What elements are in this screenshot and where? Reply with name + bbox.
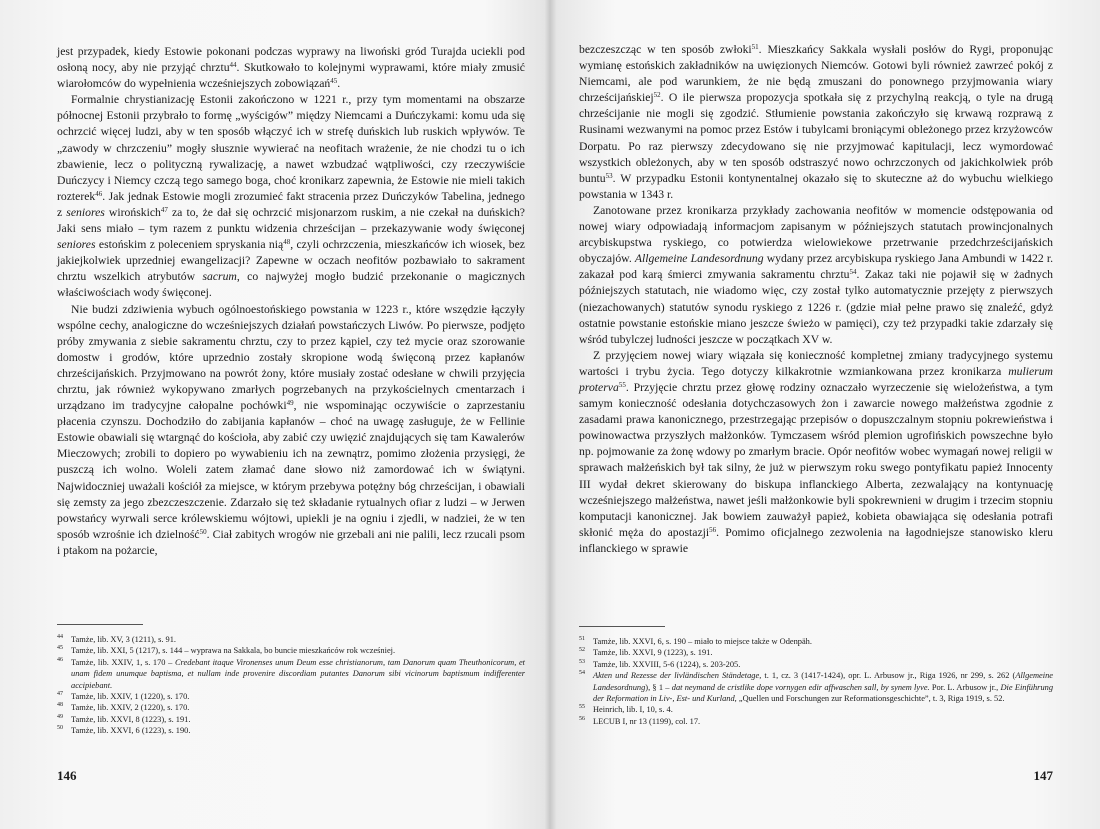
page-number: 146 xyxy=(57,768,77,783)
italic-text: Die Einführung der Reformation in Liv-, Est- und Kurland xyxy=(593,682,1054,704)
text-run: Nie budzi zdziwienia wybuch ogólnoestońskiego powstania w 1223 r., które wszędzie łączyły wspólne cechy, analogiczne do wcześniejszych działań powstańczych Liwów. Po pierwsze, podjęto próby zmywania z siebie sakramentu chrztu, czy to przez kąpiel, czy też mycie oraz szorowanie domostw i grodów, które uprzednio zostały skropione wodą święconą przez kapłanów chrześcijańskich. Przyjmowano na powrót żony, które musiały zostać odesłane w chwili przyjęcia chrztu, jak również wykopywano zmarłych pogrzebanych na przykościelnych cmentarzach i urządzano im tradycyjne całopalne pochówki xyxy=(57,302,525,413)
italic-text: Allgemeine Landesordnung xyxy=(593,671,1053,692)
text-run: wydany przez arcybiskupa ryskiego Jana Ambundi w 1422 r. zakazał pod karą śmierci zmywania sakramentu chrztu xyxy=(579,252,1054,282)
footnote-ref: 48 xyxy=(283,238,291,247)
footnote-ref: 47 xyxy=(160,205,168,214)
footnote-ref: 54 xyxy=(849,268,857,277)
italic-text: Akten und Rezesse der livländischen Ständetage xyxy=(593,671,760,681)
italic-text: Credebant itaque Vironenses unum Deum esse christianorum, tam Danorum quam Theuthonicorum, et unam fidem unumque baptisma, et nullam inde provenire discordiam putantes Danorum sibi vicinorum baptismum indifferenter accipiebant. xyxy=(71,657,525,690)
text-run: . Pomimo oficjalnego zezwolenia na łagodniejsze stanowisko kleru inflanckiego w sprawie xyxy=(579,525,1053,555)
text-run: . Mieszkańcy Sakkala wysłali posłów do Rygi, proponując wymianę estońskich zakładników na uwięzionych Niemców. Gotowi byli również zawrzeć pokój z Niemcami, ale pod warunkiem, że nie będą zmuszani do ponownego przyjmowania wiary chrześcijańskiej xyxy=(579,43,1053,105)
text-run: bezczeszcząc w ten sposób zwłoki xyxy=(579,43,752,56)
footnote-text: , t. 1, cz. 3 (1417-1424), opr. L. Arbusow jr., Riga 1926, nr 299, s. 262 ( xyxy=(759,671,1016,681)
footnote-number: 50 xyxy=(57,725,63,732)
footnote-number: 46 xyxy=(57,656,63,663)
footnote-number: 47 xyxy=(57,691,63,698)
footnote-number: 44 xyxy=(57,634,63,640)
footnote-ref: 52 xyxy=(653,91,661,100)
footnote-ref: 46 xyxy=(95,189,103,198)
paragraph xyxy=(579,348,1053,557)
footnote-text: Tamże, lib. XXVI, 6, s. 190 – miało to miejsce także w Odenpäh. xyxy=(593,637,812,646)
text-run: . Skutkowało to kolejnymi wyprawami, które miały zmusić wiarołomców do wypełnienia wcześniejszych zobowiązań xyxy=(57,61,525,91)
text-run: , czyli ochrzczenia, mieszkańców ich wiosek, bez jakiejkolwiek uprzedniej ewangelizacji? Zapewne w oczach neofitów pozbawiało to sakrament chrztu wszelkich atrybutów xyxy=(57,238,525,284)
footnote-number: 45 xyxy=(57,645,63,652)
footnote-text: Tamże, lib. XXVI, 6 (1223), s. 190. xyxy=(71,726,191,736)
text-run: Zanotowane przez kronikarza przykłady zachowania neofitów w momencie odstępowania od nowej wiary odpowiadają informacjom zapisanym w późniejszych statutach prowincjonalnych arcybiskupstwa ryskiego, co potwierdza wielowiekowe przetrwanie przedchrześcijańskich obyczajów. xyxy=(579,203,1053,266)
footnote-ref: 51 xyxy=(751,43,759,51)
footnote-text: ), § 1 – xyxy=(645,682,672,692)
footnote xyxy=(579,704,1053,715)
paragraph xyxy=(57,302,525,560)
paragraph xyxy=(579,203,1053,348)
main-text xyxy=(579,42,1053,557)
main-text xyxy=(57,44,525,559)
paragraph xyxy=(57,44,525,92)
footnote xyxy=(57,702,525,713)
text-run: . Przyjęcie chrztu przez głowę rodziny oznaczało wyrzeczenie się wielożeństwa, a tym samym konieczność odesłania dotychczasowych żon i zawarcie nowego małżeństwa zgodnie z zasadami prawa kanonicznego, przestrzegając przepisów o dopuszczalnym stopniu pokrewieństwa i powinowactwa przyszłych małżonków. Tymczasem wśród plemion ugrofińskich powszechne było np. pojmowanie za żonę wdowy po zmarłym bracie. Opór neofitów wobec wymagań nowej religii w sprawach małżeńskich był tak silny, że już w pierwszym roku swego pontyfikatu papież Innocenty III wydał dekret skierowany do biskupa inflanckiego Alberta, zezwalający na kontynuację wcześniejszego małżeństwa, nawet jeśli małżonkowie byli spokrewnieni w drugim i trzecim stopniu komputacji kanonicznej. Jak bowiem zauważył papież, kobieta obawiająca się odesłania potrafi skłonić męża do apostazji xyxy=(579,380,1053,539)
footnote-text: Tamże, lib. XXI, 5 (1217), s. 144 – wyprawa na Sakkala, bo buncie mieszkańców rok wcześniej. xyxy=(71,646,396,656)
footnote-number: 55 xyxy=(579,704,585,711)
text-run: . W przypadku Estonii kontynentalnej okazało się to skuteczne aż do wybuchu wielkiego powstania w 1343 r. xyxy=(579,171,1053,201)
footnote-number: 48 xyxy=(57,702,63,709)
footnote xyxy=(57,725,525,736)
footnote-text: Tamże, lib. XXIV, 1 (1220), s. 170. xyxy=(71,692,190,702)
italic-text: Allgemeine Landesordnung xyxy=(634,252,764,266)
italic-text: sacrum xyxy=(202,270,237,284)
text-run: . O ile pierwsza propozycja spotkała się z przychylną reakcją, o tyle na drugą chrześcijanie nie mogli się zgodzić. Stłumienie powstania zakończyło się krwawą rozprawą z Rusinami wezwanymi na pomoc przez Estów i tubylcami broniącymi obleżonego przez krzyżowców Dorpatu. Po raz pierwszy zdecydowano się nie przyjmować kapitulacji, lecz wymordować wszystkich obleżonych, aby w ten sposób odstraszyć nowo ochrzczonych od jakichkolwiek prób buntu xyxy=(579,91,1053,185)
footnote-number: 53 xyxy=(579,658,585,665)
footnote-text: Tamże, lib. XXVI, 9 (1223), s. 191. xyxy=(593,648,713,658)
footnote-text: Tamże, lib. XXVIII, 5-6 (1224), s. 203-205. xyxy=(593,659,741,669)
footnote-text: Por. L. Arbusow jr., xyxy=(929,682,1001,692)
footnote xyxy=(579,716,1053,727)
footnote xyxy=(57,645,525,656)
text-run: jest przypadek, kiedy Estowie pokonani podczas wyprawy na liwoński gród Turajda uciekli pod osłoną nocy, aby nie przyjąć chrztu xyxy=(57,45,525,75)
paragraph xyxy=(579,42,1053,203)
footnote xyxy=(57,714,525,725)
footnote-ref: 56 xyxy=(709,525,717,534)
text-run: . Zakaz taki nie pojawił się w żadnych późniejszych statutach, nie wiadomo więc, czy został tylko automatycznie przejęty z pierwszych (niezachowanych) statutów synodu ryskiego z 1226 r. (gdzie miał pełne prawo się znaleźć, gdyż ostatnie powstanie estońskie miano jeszcze świeżo w pamięci), czy też przypadki takie zdarzały się wśród tubylczej ludności jeszcze w początkach XV w. xyxy=(579,268,1053,346)
footnote-rule xyxy=(579,626,665,627)
footnotes xyxy=(57,634,525,737)
footnote xyxy=(579,647,1053,658)
text-run: wirońskich xyxy=(104,205,161,219)
footnote-number: 51 xyxy=(579,636,585,642)
footnote-text: Tamże, lib. XXIV, 2 (1220), s. 170. xyxy=(71,703,190,713)
footnote-ref: 45 xyxy=(330,77,338,86)
footnote xyxy=(57,634,525,645)
footnote-ref: 53 xyxy=(605,171,613,180)
footnote-number: 52 xyxy=(579,647,585,654)
footnote-text: , „Quellen und Forschungen zur Reformationsgeschichte”, t. 3, Riga 1919, s. 52. xyxy=(734,694,1005,704)
left-page xyxy=(0,0,549,829)
text-run: Formalnie chrystianizację Estonii zakończono w 1221 r., przy tym momentami na obszarze północnej Estonii przybrało to formę „wyścigów” między Niemcami a Duńczykami: komu uda się ochrzcić więcej ludzi, aby w ten sposób włączyć ich w strefę duńskich lub ruskich wpływów. Te „zawody w chrzczeniu” mogły słusznie wywierać na neofitach wrażenie, że nie chodzi tu o ich zbawienie, lecz o polityczną rywalizację, a nawet wzbudzać wątpliwości, czy rzeczywiście Duńczycy i Niemcy czczą tego samego boga, choć kronikarz zapewnia, że Estowie nie mieli takich rozterek xyxy=(57,93,525,203)
footnote-ref: 44 xyxy=(229,61,237,70)
italic-text: mulierum proterva xyxy=(579,364,1053,394)
footnote-number: 54 xyxy=(579,670,585,677)
footnote-ref: 55 xyxy=(618,380,626,389)
footnote-number: 56 xyxy=(579,715,585,722)
text-run: za to, że dał się ochrzcić misjonarzom ruskim, a nie czekał na duńskich? Jaki sens miało – tym razem z punktu widzenia chrześcijan – przekazywanie wody święconej xyxy=(57,205,525,236)
text-run: . Ciał zabitych wrogów nie grzebali ani nie palili, lecz rzucali psom i ptakom na pożarcie, xyxy=(57,527,526,557)
paragraph xyxy=(57,92,525,301)
footnote xyxy=(579,636,1053,647)
text-run: . xyxy=(337,77,341,91)
italic-text: dat neymand de cristlike dope vornygen edir affwaschen sall, by synem lyve. xyxy=(671,682,930,692)
footnote-ref: 50 xyxy=(199,527,207,536)
footnote-rule xyxy=(57,624,143,625)
italic-text: seniores xyxy=(57,238,96,252)
footnote-text: Tamże, lib. XXIV, 1, s. 170 – xyxy=(71,657,175,667)
footnote-text: Tamże, lib. XXVI, 8 (1223), s. 191. xyxy=(71,714,191,724)
footnote-text: Heinrich, lib. I, 10, s. 4. xyxy=(593,705,673,715)
right-page xyxy=(551,0,1100,829)
footnote xyxy=(57,657,525,691)
footnote xyxy=(579,659,1053,670)
footnote xyxy=(579,670,1053,704)
footnote-ref: 49 xyxy=(286,399,294,408)
text-run: , co najwyżej mogło budzić przekonanie o magicznych właściwościach wody święconej. xyxy=(57,270,526,300)
footnote-text: Tamże, lib. XV, 3 (1211), s. 91. xyxy=(71,635,177,644)
italic-text: seniores xyxy=(66,205,105,219)
footnote-text: LECUB I, nr 13 (1199), col. 17. xyxy=(593,716,701,726)
text-run: estońskim z poleceniem spryskania nią xyxy=(95,238,284,252)
footnotes xyxy=(579,636,1053,727)
footnote-number: 49 xyxy=(57,713,63,720)
text-run: Z przyjęciem nowej wiary wiązała się konieczność kompletnej zmiany tradycyjnego systemu wartości i trybu życia. Tego dotyczy kilkakrotnie wzmiankowana przez kronikarza xyxy=(579,348,1053,378)
text-run: . Jak jednak Estowie mogli zrozumieć fakt stracenia przez Duńczyków Tabelina, jednego z xyxy=(57,189,525,219)
footnote xyxy=(57,691,525,702)
page-number: 147 xyxy=(1033,768,1053,783)
text-run: , nie wspominając oczywiście o zaprzestaniu płacenia czynszu. Dochodziło do zabijania kapłanów – choć na uwagę zasługuje, że w Fellinie Estowie obawiali się wtargnąć do kościoła, aby zabić czy uwięzić znajdujących się tam Kawalerów Mieczowych; zrobili to dopiero po wywabieniu ich na zewnątrz, pomimo złożenia przysięgi, że puszczą ich wolno. Woleli zatem złamać dane słowo niż zamordować ich w świątyni. Najwidoczniej uważali kościół za miejsce, w którym przebywa potężny bóg chrześcijan, i obawiali się zemsty za jego zbezczeszczenie. Zdarzało się też składanie rytualnych ofiar z ludzi – w Jerwen powstańcy wyrwali serce królewskiemu wójtowi, upiekli je na ogniu i zjedli, w nadziei, że w ten sposób wzrośnie ich dzielność xyxy=(57,399,525,541)
